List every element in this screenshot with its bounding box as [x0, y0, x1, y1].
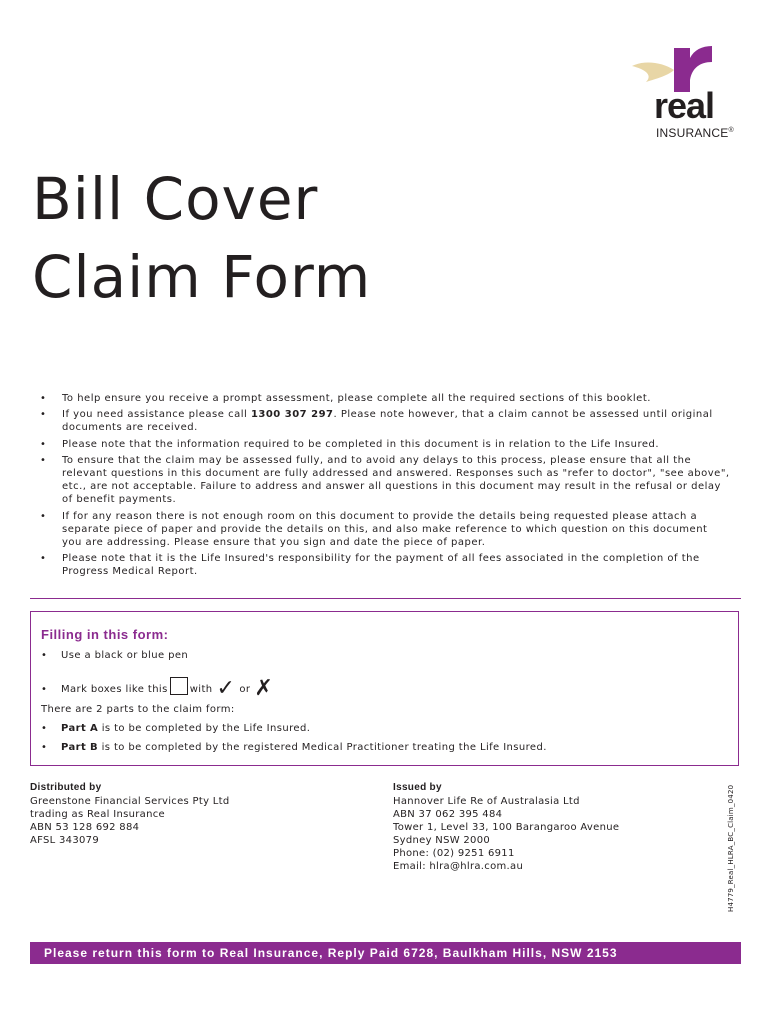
list-item: • If you need assistance please call 1300 307 297. Please note however, that a claim cannot be assessed until original documents are received.	[40, 409, 713, 434]
distributed-line: ABN 53 128 692 884	[30, 822, 140, 833]
mark-instruction: • Mark boxes like this with ✓ or ✗	[41, 676, 274, 701]
issued-line: Hannover Life Re of Australasia Ltd	[393, 796, 580, 807]
issued-line: Tower 1, Level 33, 100 Barangaroo Avenue	[393, 822, 620, 833]
distributed-by	[30, 781, 230, 847]
pen-instruction: • Use a black or blue pen	[41, 650, 189, 661]
part-b-item: • Part B is to be completed by the registered Medical Practitioner treating the Life Insured.	[41, 742, 547, 753]
list-item: • Please note that the information required to be completed in this document is in relation to the Life Insured.	[40, 438, 660, 450]
filling-instructions-box	[30, 611, 739, 766]
issued-line: Sydney NSW 2000	[393, 835, 491, 846]
tick-icon: ✓	[216, 676, 236, 701]
issued-line: Phone: (02) 9251 6911	[393, 848, 515, 859]
title-line-2: Claim Form	[32, 243, 372, 311]
return-address-banner: Please return this form to Real Insurance, Reply Paid 6728, Baulkham Hills, NSW 2153	[30, 942, 741, 964]
issued-line: ABN 37 062 395 484	[393, 809, 503, 820]
issued-by	[393, 781, 619, 873]
issued-heading: Issued by	[393, 782, 442, 793]
example-checkbox	[170, 677, 188, 695]
filling-title: Filling in this form:	[41, 627, 169, 642]
list-item: • Please note that it is the Life Insured's responsibility for the payment of all fees associated in the completion of the Progress Medical Report.	[40, 553, 700, 578]
divider	[30, 598, 741, 599]
list-item: • To help ensure you receive a prompt assessment, please complete all the required sections of this booklet.	[40, 393, 651, 404]
logo-word: real	[654, 85, 715, 126]
part-a-item: • Part A is to be completed by the Life Insured.	[41, 723, 311, 734]
logo-sub: INSURANCE®	[656, 126, 734, 140]
list-item: • If for any reason there is not enough room on this document to provide the details being requested please attach a separate piece of paper and provide the details on this, and also make reference to which question on this document you are addressing. Please ensure that you sign and date the piece of paper.	[40, 510, 708, 549]
distributed-line: Greenstone Financial Services Pty Ltd	[30, 796, 230, 807]
distributed-line: AFSL 343079	[30, 835, 99, 846]
document-code: H4779_Real_HLRA_BC_Claim_0420	[727, 784, 735, 912]
page-title	[32, 160, 371, 316]
list-item: • To ensure that the claim may be assessed fully, and to avoid any delays to this process, please ensure that all the relevant questions in this document are fully addressed and answered. Responses such as "refer to doctor", "see above", etc., are not acceptable. Failure to address and answer all questions in this document may result in the refusal or delay of benefit payments.	[40, 454, 730, 506]
parts-intro: There are 2 parts to the claim form:	[41, 704, 235, 715]
cross-icon: ✗	[254, 676, 274, 701]
distributed-heading: Distributed by	[30, 782, 102, 793]
distributed-line: trading as Real Insurance	[30, 809, 165, 820]
issued-line: Email: hlra@hlra.com.au	[393, 861, 524, 872]
title-line-1: Bill Cover	[32, 165, 319, 233]
real-insurance-logo	[630, 40, 745, 140]
intro-instructions	[30, 392, 730, 582]
phone-number: 1300 307 297	[250, 409, 334, 421]
